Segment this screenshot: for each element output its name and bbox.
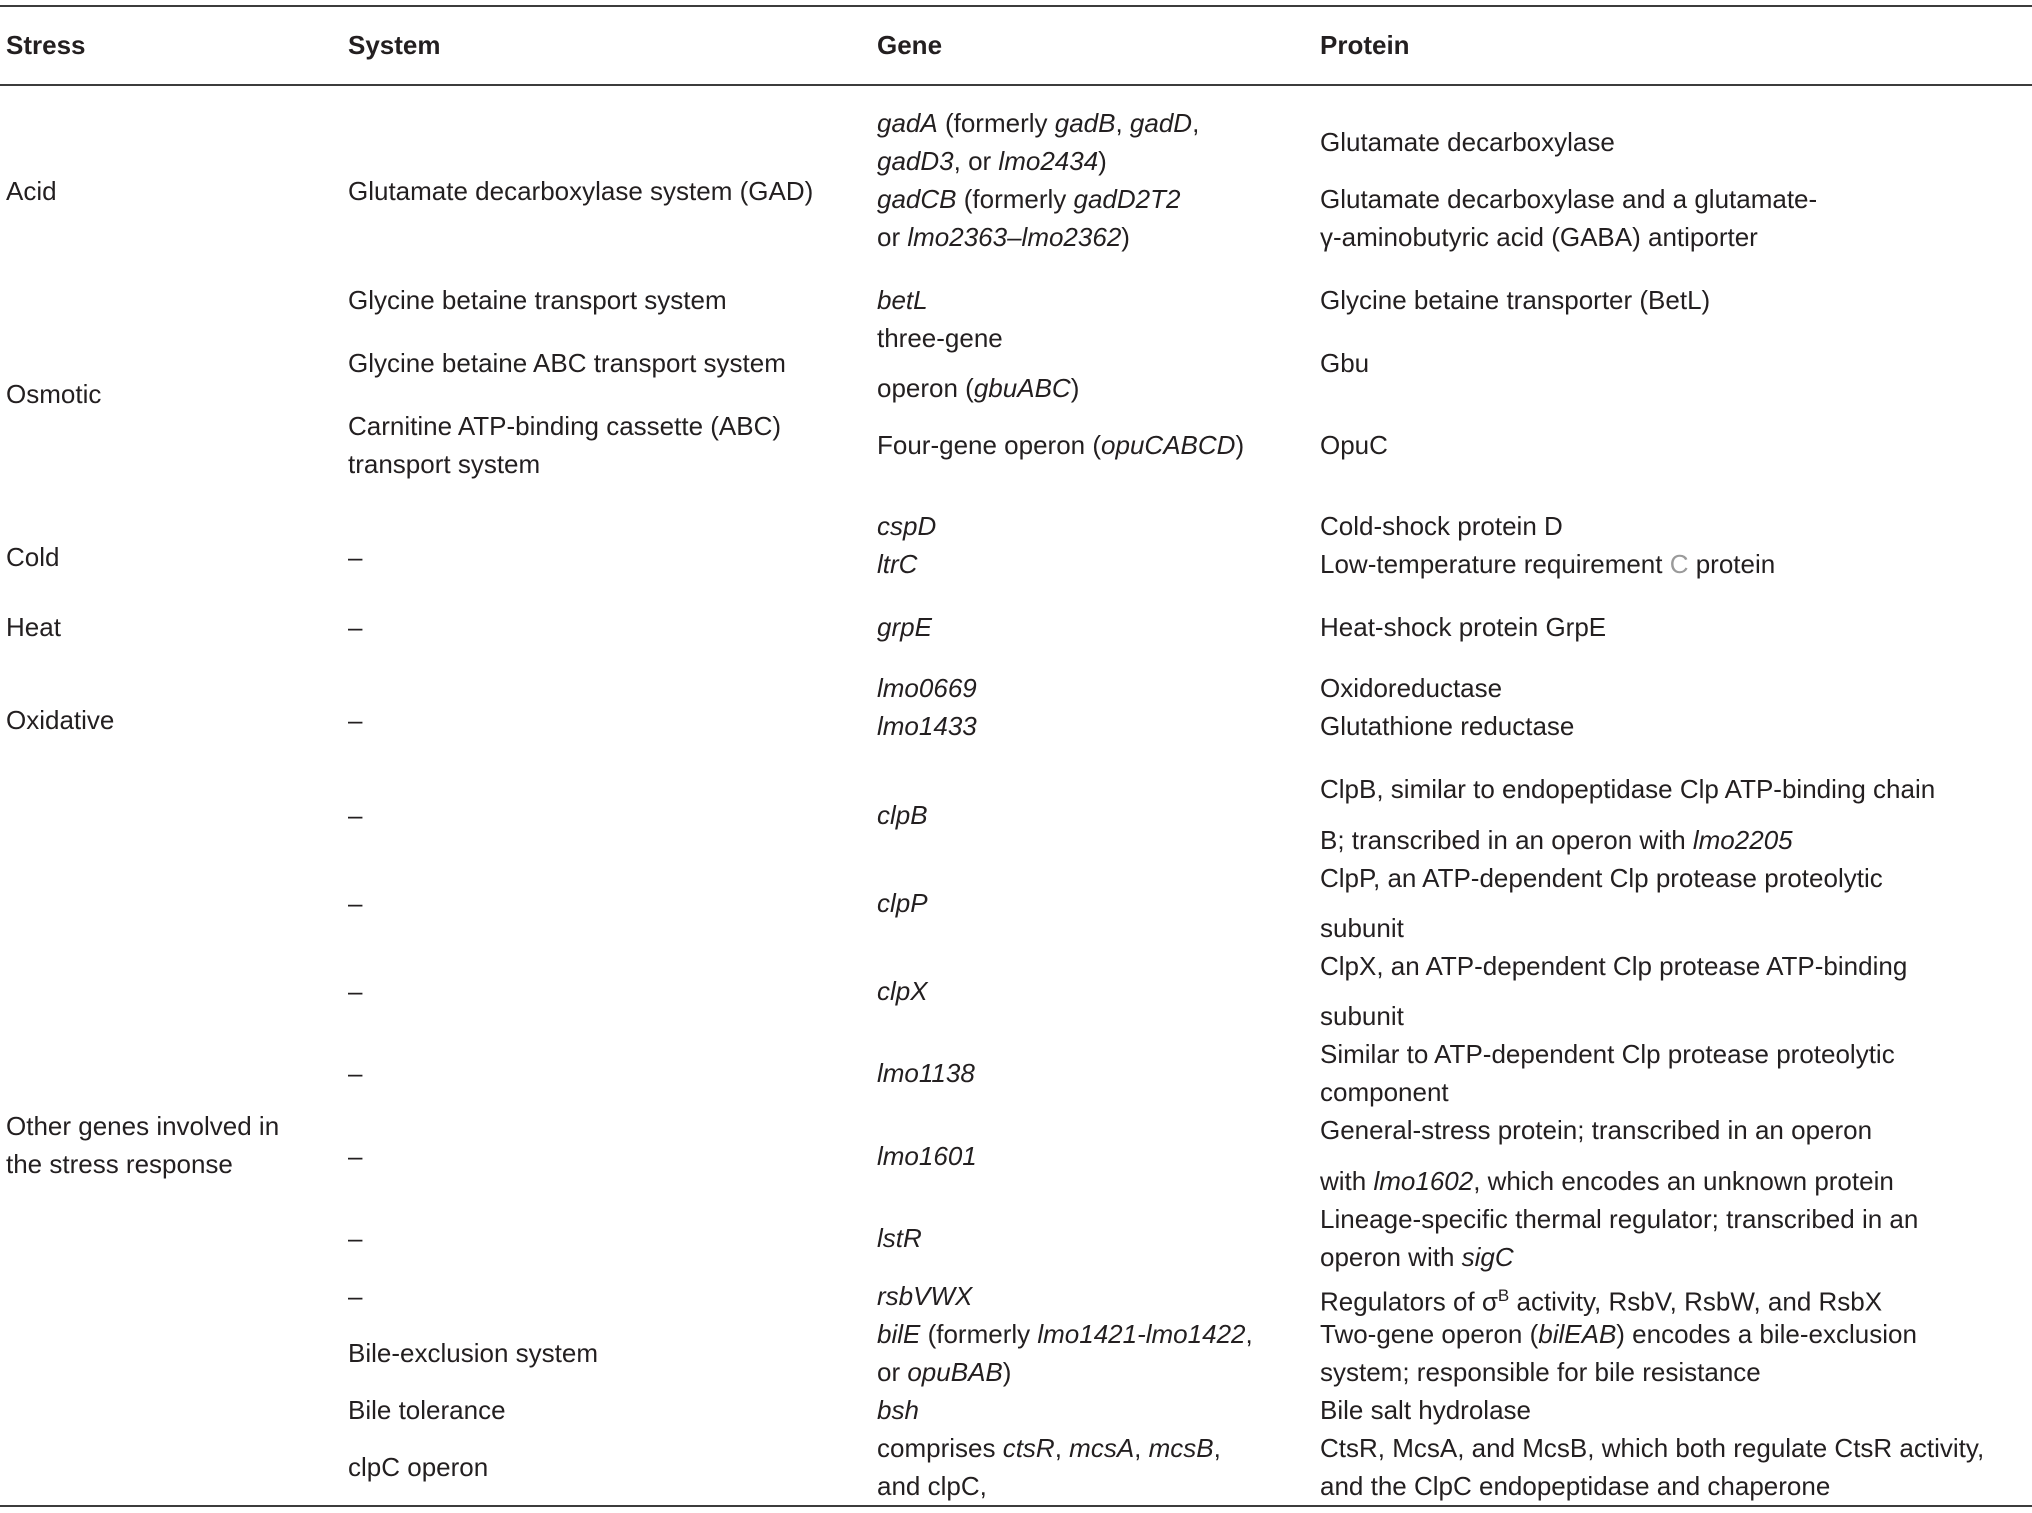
protein-glut-decarb: Glutamate decarboxylase [1320, 127, 1615, 157]
gene-text: (formerly [956, 184, 1074, 214]
gene-bile-line2 [877, 1353, 1011, 1391]
gene-text: , or [953, 146, 999, 176]
stress-other-line1: Other genes involved in [6, 1111, 280, 1141]
header-bottom-rule [0, 84, 2032, 86]
gene-gadcb-line2 [877, 218, 1130, 256]
gene-text: comprises [877, 1433, 1003, 1463]
protein-text: operon with [1320, 1242, 1462, 1272]
gene-cspd: cspD [877, 511, 937, 541]
gene-text: ) [1070, 373, 1080, 403]
gene-name: gadD2T2 [1073, 184, 1181, 214]
gene-name: opuCABCD [1101, 430, 1236, 460]
gene-gbuabc-operon [877, 369, 1079, 407]
system-clpc-operon: clpC operon [348, 1452, 489, 1482]
system-dash-lstr: – [348, 1223, 363, 1253]
gene-text: ) [1098, 146, 1107, 176]
gene-name: gadD [1129, 108, 1193, 138]
protein-clpp-line2: subunit [1320, 913, 1404, 943]
gene-text: ) [1002, 1357, 1012, 1387]
protein-clpx-line1: ClpX, an ATP-dependent Clp protease ATP-binding [1320, 951, 1908, 981]
gene-name: sigC [1461, 1242, 1514, 1272]
gene-text: , [1245, 1319, 1253, 1349]
system-dash-heat: – [348, 612, 363, 642]
gene-gadcb-line1 [877, 180, 1180, 218]
system-dash-clpb: – [348, 800, 363, 830]
protein-opuc: OpuC [1320, 430, 1388, 460]
gene-name: mcsB [1148, 1433, 1214, 1463]
system-dash-clpx: – [348, 976, 363, 1006]
protein-text: Two-gene operon ( [1320, 1319, 1539, 1349]
protein-text: C [1669, 549, 1689, 579]
gene-text: , [1134, 1433, 1149, 1463]
gene-ltrc: ltrC [877, 549, 918, 579]
gene-three-gene: three-gene [877, 323, 1003, 353]
protein-text: Low-temperature requirement [1320, 549, 1670, 579]
gene-text: ) [1235, 430, 1245, 460]
gene-text: or [877, 222, 908, 252]
gene-text: (formerly [920, 1319, 1038, 1349]
system-bile-exclusion: Bile-exclusion system [348, 1338, 598, 1368]
gene-lmo1433: lmo1433 [877, 711, 977, 741]
system-bile-tolerance: Bile tolerance [348, 1395, 506, 1425]
gene-clpx: clpX [877, 976, 928, 1006]
protein-bsh: Bile salt hydrolase [1320, 1395, 1531, 1425]
gene-name: gadD3 [877, 146, 954, 176]
gene-clpc-line2: and clpC, [877, 1471, 987, 1501]
protein-text: ) encodes a bile-exclusion [1616, 1319, 1917, 1349]
system-dash-lmo1138: – [348, 1058, 363, 1088]
sigma-superscript: B [1497, 1286, 1510, 1305]
protein-lmo1138-line2: component [1320, 1077, 1449, 1107]
system-dash-lmo1601: – [348, 1141, 363, 1171]
header-system: System [348, 30, 441, 60]
gene-text: , [1192, 108, 1200, 138]
system-carnitine-line1: Carnitine ATP-binding cassette (ABC) [348, 411, 782, 441]
protein-ctsr-line2: and the ClpC endopeptidase and chaperone [1320, 1471, 1831, 1501]
gene-rsbvwx: rsbVWX [877, 1281, 973, 1311]
gene-clpp: clpP [877, 888, 928, 918]
protein-lmo1601-line2 [1320, 1162, 1894, 1200]
gene-name: lmo1421-lmo1422 [1037, 1319, 1246, 1349]
protein-glutathione: Glutathione reductase [1320, 711, 1575, 741]
gene-betl: betL [877, 285, 928, 315]
protein-ltrc [1320, 545, 1775, 583]
protein-bile-line2: system; responsible for bile resistance [1320, 1357, 1761, 1387]
system-dash-clpp: – [348, 888, 363, 918]
gene-lstr: lstR [877, 1223, 922, 1253]
protein-cspd: Cold-shock protein D [1320, 511, 1563, 541]
protein-lstr-line1: Lineage-specific thermal regulator; transcribed in an [1320, 1204, 1919, 1234]
gene-text: or [877, 1357, 908, 1387]
stress-heat: Heat [6, 612, 61, 642]
gene-clpc-line1 [877, 1429, 1221, 1467]
header-protein: Protein [1320, 30, 1410, 60]
gene-name: lmo2205 [1692, 825, 1793, 855]
protein-text: , which encodes an unknown protein [1473, 1166, 1894, 1196]
gene-opucabcd [877, 426, 1244, 464]
gene-text: operon ( [877, 373, 974, 403]
gene-name: opuBAB [907, 1357, 1003, 1387]
gene-bile-line1 [877, 1315, 1253, 1353]
gene-lmo0669: lmo0669 [877, 673, 977, 703]
protein-text: activity, RsbV, RsbW, and RsbX [1509, 1286, 1883, 1317]
gene-lmo1601: lmo1601 [877, 1141, 977, 1171]
protein-ctsr-line1: CtsR, McsA, and McsB, which both regulate CtsR activity, [1320, 1433, 1985, 1463]
protein-text: B; transcribed in an operon with [1320, 825, 1693, 855]
stress-cold: Cold [6, 542, 60, 572]
gene-clpb: clpB [877, 800, 928, 830]
gene-name: gbuABC [973, 373, 1071, 403]
stress-acid: Acid [6, 176, 57, 206]
gene-name: bilEAB [1538, 1319, 1617, 1349]
table-top-rule [0, 5, 2032, 7]
protein-text: protein [1688, 549, 1776, 579]
gene-gada-line2 [877, 142, 1107, 180]
system-carnitine-line2: transport system [348, 449, 541, 479]
protein-clpb-line2 [1320, 821, 1793, 859]
system-dash-rsbvwx: – [348, 1281, 363, 1311]
protein-clpb-line1: ClpB, similar to endopeptidase Clp ATP-binding chain [1320, 774, 1936, 804]
gene-bsh: bsh [877, 1395, 919, 1425]
gene-grpe: grpE [877, 612, 932, 642]
gene-text: (formerly [937, 108, 1055, 138]
protein-betl: Glycine betaine transporter (BetL) [1320, 285, 1711, 315]
stress-osmotic: Osmotic [6, 379, 102, 409]
gene-name: gadB [1054, 108, 1116, 138]
protein-grpe: Heat-shock protein GrpE [1320, 612, 1607, 642]
protein-glut-antip-line1: Glutamate decarboxylase and a glutamate- [1320, 184, 1818, 214]
system-dash-cold: – [348, 542, 363, 572]
header-gene: Gene [877, 30, 943, 60]
gene-text: ) [1121, 222, 1130, 252]
protein-text: with [1320, 1166, 1374, 1196]
gene-text: , [1115, 108, 1130, 138]
stress-other-line2: the stress response [6, 1149, 233, 1179]
protein-clpp-line1: ClpP, an ATP-dependent Clp protease proteolytic [1320, 863, 1883, 893]
gene-name: lmo1602 [1373, 1166, 1474, 1196]
protein-text: Regulators of σ [1320, 1286, 1498, 1317]
system-betl: Glycine betaine transport system [348, 285, 727, 315]
protein-bile-line1 [1320, 1315, 1917, 1353]
protein-lmo1138-line1: Similar to ATP-dependent Clp protease proteolytic [1320, 1039, 1895, 1069]
protein-lstr-line2 [1320, 1238, 1514, 1276]
protein-oxidoreductase: Oxidoreductase [1320, 673, 1503, 703]
system-gad: Glutamate decarboxylase system (GAD) [348, 176, 814, 206]
header-stress: Stress [6, 30, 86, 60]
gene-gada-line1 [877, 104, 1199, 142]
protein-clpx-line2: subunit [1320, 1001, 1404, 1031]
system-dash-oxidative: – [348, 705, 363, 735]
gene-text: Four-gene operon ( [877, 430, 1102, 460]
gene-text: , [1213, 1433, 1221, 1463]
gene-name: lmo2363–lmo2362 [907, 222, 1122, 252]
gene-name: lmo2434 [998, 146, 1099, 176]
gene-name: mcsA [1069, 1433, 1135, 1463]
stress-oxidative: Oxidative [6, 705, 115, 735]
gene-name: bilE [877, 1319, 921, 1349]
gene-name: ctsR [1002, 1433, 1055, 1463]
gene-name: gadCB [877, 184, 957, 214]
protein-gbu: Gbu [1320, 348, 1370, 378]
system-gbu: Glycine betaine ABC transport system [348, 348, 786, 378]
gene-lmo1138: lmo1138 [877, 1058, 975, 1088]
gene-text: , [1054, 1433, 1070, 1463]
table-bottom-rule [0, 1505, 2032, 1507]
protein-glut-antip-line2: γ-aminobutyric acid (GABA) antiporter [1320, 222, 1758, 252]
gene-name: gadA [877, 108, 938, 138]
protein-lmo1601-line1: General-stress protein; transcribed in an operon [1320, 1115, 1873, 1145]
